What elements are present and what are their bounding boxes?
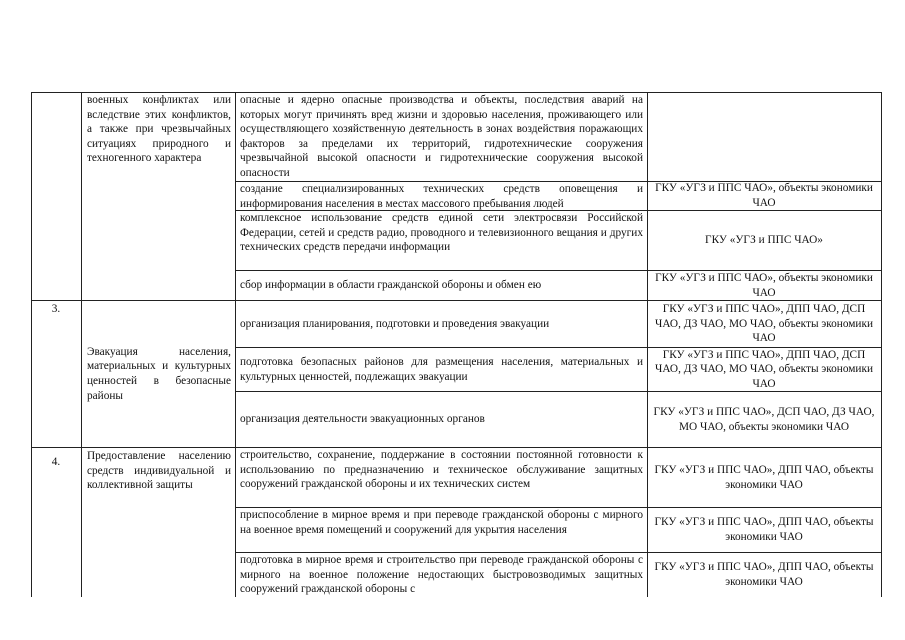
task-cell: Предоставление населению средств индивидуальной и коллективной защиты (87, 450, 231, 492)
executor-cell: ГКУ «УГЗ и ППС ЧАО», объекты экономики ЧАО (655, 182, 873, 209)
executor-cell: ГКУ «УГЗ и ППС ЧАО», ДПП ЧАО, ДСП ЧАО, ДЗ ЧАО, МО ЧАО, объекты экономики ЧАО (654, 348, 873, 390)
measure-cell: подготовка в мирное время и строительство при переводе гражданской обороны с мирного на военное положение недостающих быстровозводимых защитных сооружений гражданской обороны с (240, 554, 643, 596)
executor-cell: ГКУ «УГЗ и ППС ЧАО», ДПП ЧАО, объекты экономики ЧАО (654, 561, 874, 588)
row-number: 3. (51, 303, 61, 315)
measure-cell: комплексное использование средств единой сети электросвязи Российской Федерации, сетей и средств радио, проводного и телевизионного вещания и других технических средств передачи информации (240, 212, 643, 254)
executor-cell: ГКУ «УГЗ и ППС ЧАО», ДПП ЧАО, объекты экономики ЧАО (654, 463, 874, 491)
executor-cell: ГКУ «УГЗ и ППС ЧАО», ДПП ЧАО, объекты экономики ЧАО (654, 516, 874, 543)
measure-cell: опасные и ядерно опасные производства и объекты, последствия аварий на которых могут причинять вред жизни и здоровью населения, проживающего или осуществляющего хозяйственную деятельность в зонах воздействия поражающих факторов за пределами их территорий, гидротехнические сооружения чрезвычайной высокой опасности и гидротехнические сооружения высокой опасности (240, 94, 643, 179)
measure-cell: строительство, сохранение, поддержание в состоянии постоянной готовности к использованию по предназначению и техническое обслуживание защитных сооружений гражданской обороны и их технических систем (240, 449, 643, 491)
measure-cell: организация деятельности эвакуационных органов (240, 413, 485, 426)
executor-cell: ГКУ «УГЗ и ППС ЧАО», ДПП ЧАО, ДСП ЧАО, ДЗ ЧАО, МО ЧАО, объекты экономики ЧАО (654, 303, 873, 345)
measure-cell: подготовка безопасных районов для размещения населения, материальных и культурных ценностей, подлежащих эвакуации (240, 355, 643, 383)
measure-cell: сбор информации в области гражданской обороны и обмен ею (240, 279, 542, 292)
measure-cell: приспособление в мирное время и при переводе гражданской обороны с мирного на военное время помещений и сооружений для укрытия населения (240, 509, 643, 536)
task-cell: военных конфликтах или вследствие этих конфликтов, а также при чрезвычайных ситуациях природного и техногенного характера (87, 94, 231, 165)
executor-cell: ГКУ «УГЗ и ППС ЧАО», ДСП ЧАО, ДЗ ЧАО, МО ЧАО, объекты экономики ЧАО (653, 405, 875, 433)
row-number: 4. (51, 456, 61, 468)
measure-cell: создание специализированных технических средств оповещения и информирования населения в местах массового пребывания людей (240, 183, 643, 210)
task-cell: Эвакуация населения, материальных и культурных ценностей в безопасные районы (87, 345, 231, 402)
measure-cell: организация планирования, подготовки и проведения эвакуации (240, 317, 550, 330)
executor-cell: ГКУ «УГЗ и ППС ЧАО» (705, 234, 823, 247)
executor-cell: ГКУ «УГЗ и ППС ЧАО», объекты экономики ЧАО (655, 271, 873, 299)
